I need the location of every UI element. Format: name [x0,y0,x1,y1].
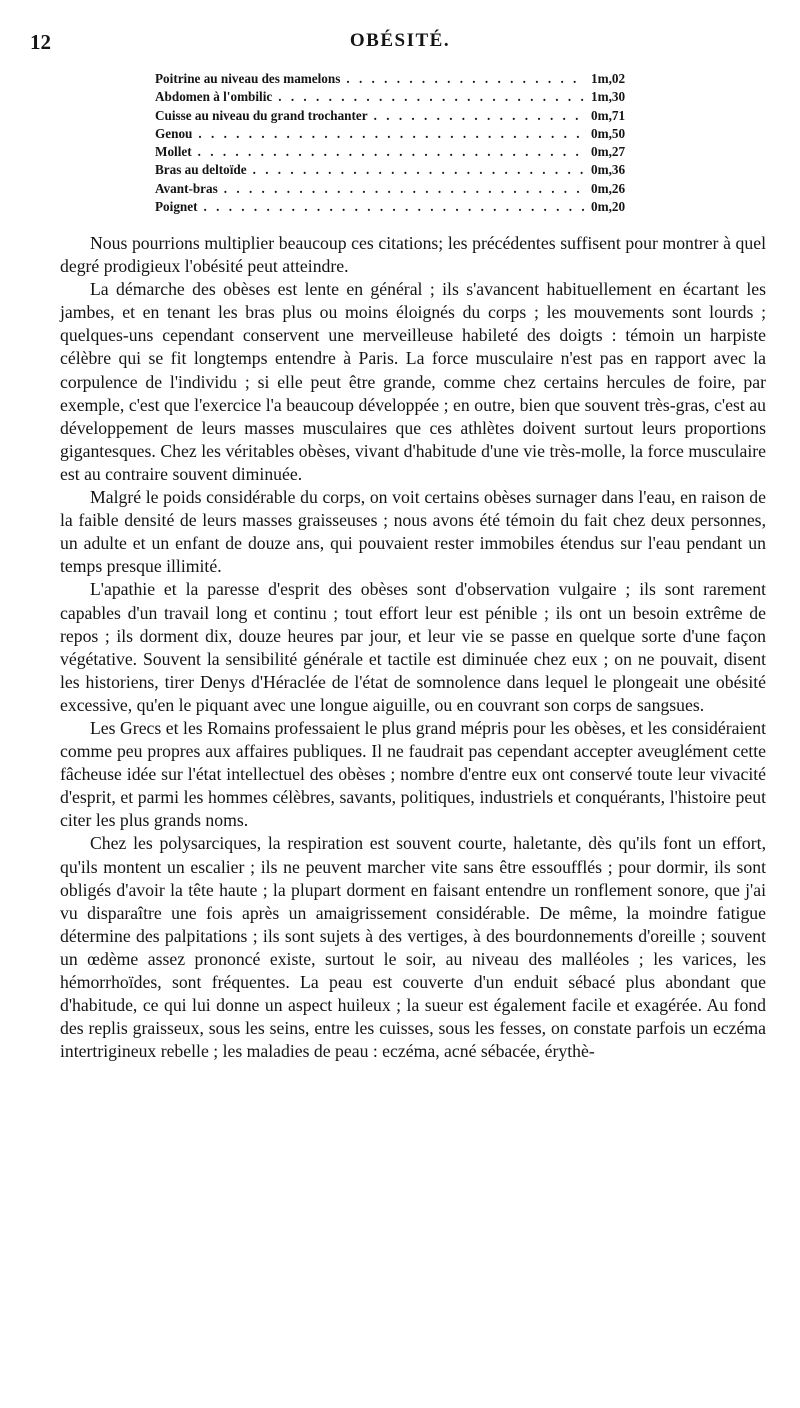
body-text [60,232,766,1063]
measurement-label: Poitrine au niveau des mamelons [155,71,341,86]
dot-leader [198,125,585,143]
running-title: OBÉSITÉ. [349,30,451,51]
dot-leader [346,70,585,88]
measurement-value: 0m,27 [591,144,626,160]
measurement-row [155,161,645,179]
measurement-label: Poignet [155,199,198,215]
paragraph-apathy: L'apathie et la paresse d'esprit des obèses sont d'observation vulgaire ; ils sont rarement capables d'un travail long et continu ; tout effort leur est pénible ; ils ont un besoin extrême de repos ; ils dorment dix, douze heures par jour, et leur vie se passe en quelque sorte d'une façon végétative. Souvent la sensibilité générale et tactile est diminuée chez eux ; on ne pouvait, disent les historiens, tirer Denys d'Héraclée de l'état de somnolence dans lequel le plongeait une obésité excessive, qu'en le piquant avec une longue aiguille, ou en couvrant son corps de sangsues. [60,579,766,715]
measurement-label: Bras au deltoïde [155,162,247,178]
paragraph-gait-and-strength: La démarche des obèses est lente en général ; ils s'avancent habituellement en écartant les jambes, et en tenant les bras plus ou moins éloignés du corps ; les mouvements sont lourds ; quelques-uns cependant conservent une merveilleuse habileté des doigts : témoin un harpiste célèbre qui se fit longtemps entendre à Paris. La force musculaire n'est pas en rapport avec la corpulence de l'individu ; si elle peut être grande, comme chez certains hercules de foire, par exemple, c'est que l'exercice l'a beaucoup développée ; en outre, bien que souvent très-gras, c'est au développement de leurs masses musculaires que ces athlètes doivent surtout leurs proportions gigantesques. Chez les véritables obèses, vivant d'habitude d'une vie très-molle, la force musculaire est au contraire souvent diminuée. [60,279,766,484]
measurement-row [155,107,645,125]
paragraph-citations: Nous pourrions multiplier beaucoup ces citations; les précédentes suffisent pour montrer à quel degré prodigieux l'obésité peut atteindre. [60,233,766,277]
measurement-label: Cuisse au niveau du grand trochanter [155,107,368,123]
measurement-value: 0m,36 [591,162,626,178]
dot-leader [204,198,586,216]
measurements-table [155,70,645,216]
running-head [30,30,770,60]
measurement-label: Mollet [155,144,192,160]
measurement-value: 1m,30 [591,89,626,105]
measurement-value: 1m,02 [591,71,626,86]
measurement-value: 0m,71 [591,107,626,123]
dot-leader [253,161,585,179]
measurement-row [155,180,645,198]
page-number: 12 [30,30,51,54]
paragraph-respiration: Chez les polysarciques, la respiration est souvent courte, haletante, dès qu'ils font un effort, qu'ils montent un escalier ; ils ne peuvent marcher vite sans être essoufflés ; pour dormir, ils sont obligés d'avoir la tête haute ; la plupart dorment en faisant entendre un ronflement sonore, que j'ai vu disparaître une fois après un amaigrissement considérable. De même, la moindre fatigue détermine des palpitations ; ils sont sujets à des vertiges, à des bourdonnements d'oreille ; souvent un œdème assez prononcé existe, surtout le soir, au niveau des malléoles ; les varices, les hémorrhoïdes, sont fréquentes. La peau est couverte d'un enduit sébacé plus abondant que d'habitude, ce qui lui donne un aspect huileux ; la sueur est également facile et exagérée. Au fond des replis graisseux, sous les seins, entre les cuisses, sous les fesses, on constate parfois un eczéma intertrigineux rebelle ; les maladies de peau : eczéma, acné sébacée, érythè- [60,833,766,1062]
dot-leader [224,180,585,198]
measurement-value: 0m,20 [591,199,626,215]
measurement-row [155,70,645,88]
measurement-value: 0m,26 [591,180,626,196]
dot-leader [278,88,585,106]
measurement-row [155,125,645,143]
paragraph-greeks-and-romans: Les Grecs et les Romains professaient le plus grand mépris pour les obèses, et les considéraient comme peu propres aux affaires publiques. Il ne faudrait pas cependant accepter aveuglément cette fâcheuse idée sur l'état intellectuel des obèses ; nombre d'entre eux ont conservé toute leur vivacité d'esprit, et parmi les hommes célèbres, savants, politiques, industriels et conquérants, l'histoire peut citer les plus grands noms. [60,717,766,831]
measurement-row [155,198,645,216]
measurement-label: Genou [155,125,193,141]
dot-leader [374,107,585,125]
measurement-row [155,88,645,106]
measurement-label: Avant-bras [155,180,218,196]
measurement-value: 0m,50 [591,125,626,141]
paragraph-buoyancy: Malgré le poids considérable du corps, on voit certains obèses surnager dans l'eau, en raison de la faible densité de leurs masses graisseuses ; nous avons été témoin du fait chez deux personnes, un adulte et un enfant de douze ans, qui pouvaient rester immobiles étendus sur l'eau pendant un temps presque illimité. [60,487,766,577]
measurement-label: Abdomen à l'ombilic [155,89,273,105]
measurement-row [155,143,645,161]
dot-leader [198,143,585,161]
